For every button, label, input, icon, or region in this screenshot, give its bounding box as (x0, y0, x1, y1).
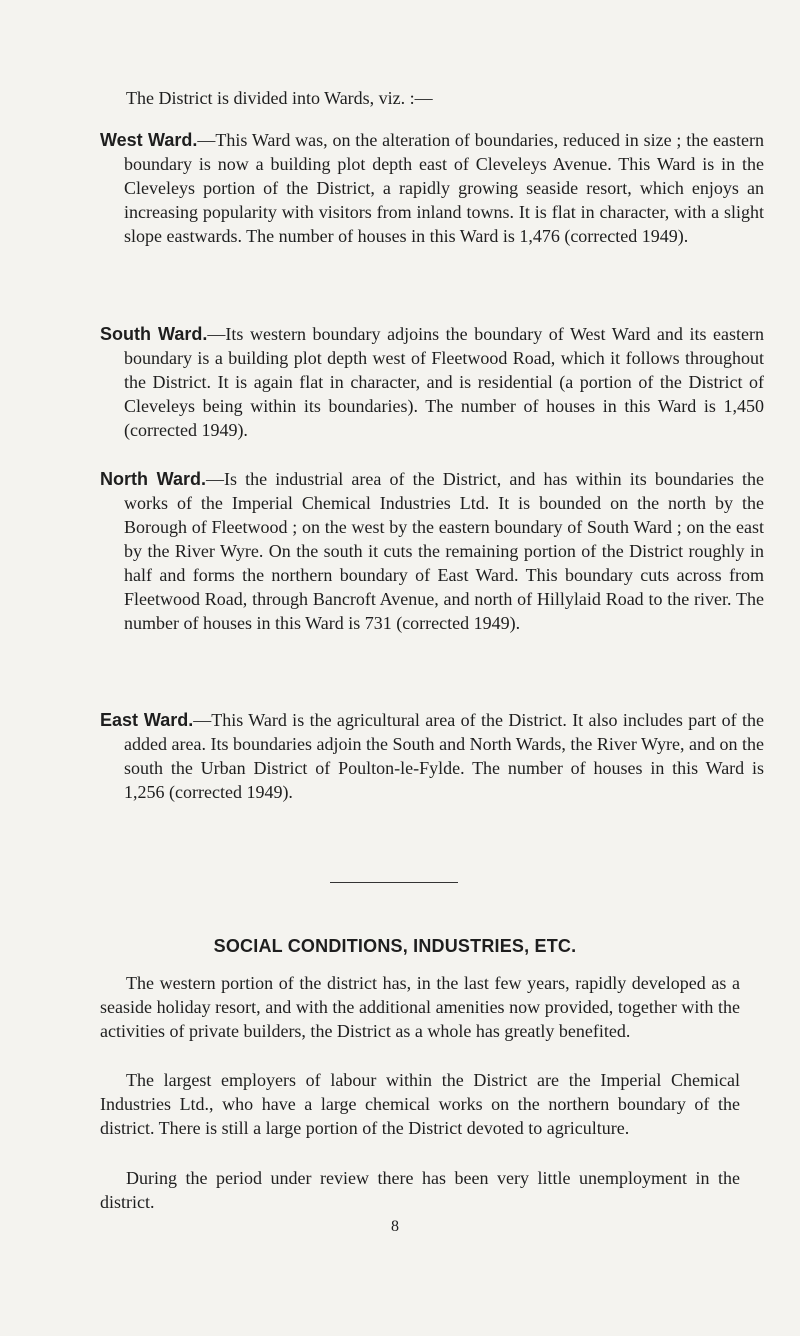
ward-north-paragraph (100, 467, 764, 635)
section-divider (330, 882, 458, 883)
ward-west-title: West Ward. (100, 130, 198, 150)
social-paragraph-3: During the period under review there has been very little unemployment in the district. (100, 1168, 740, 1212)
intro-line: The District is divided into Wards, viz. :— (126, 88, 433, 108)
social-paragraph-1: The western portion of the district has, in the last few years, rapidly developed as a seaside holiday resort, and with the additional amenities now provided, together with the activities of private builders, the District as a whole has greatly benefited. (100, 973, 740, 1041)
page-number: 8 (391, 1218, 399, 1235)
ward-south-paragraph (100, 322, 764, 442)
ward-south-text: —Its western boundary adjoins the boundary of West Ward and its eastern boundary is a building plot depth west of Fleetwood Road, which it follows throughout the District. It is again flat in character, and is residential (a portion of the District of Cleveleys being within its boundaries). The number of houses in this Ward is 1,450 (corrected 1949). (124, 324, 765, 440)
ward-east-paragraph (100, 708, 764, 804)
section-heading: SOCIAL CONDITIONS, INDUSTRIES, ETC. (213, 936, 577, 956)
ward-north-title: North Ward. (100, 469, 206, 489)
social-paragraph-2: The largest employers of labour within the District are the Imperial Chemical Industries Ltd., who have a large chemical works on the northern boundary of the district. There is still a large portion of the District devoted to agriculture. (100, 1070, 740, 1138)
ward-east-title: East Ward. (100, 710, 194, 730)
ward-west-text: —This Ward was, on the alteration of boundaries, reduced in size ; the eastern boundary is now a building plot depth east of Cleveleys Avenue. This Ward is in the Cleveleys portion of the District, a rapidly growing seaside resort, which enjoys an increasing popularity with visitors from inland towns. It is flat in character, with a slight slope eastwards. The number of houses in this Ward is 1,476 (corrected 1949). (124, 130, 764, 246)
ward-north-text: —Is the industrial area of the District, and has within its boundaries the works of the Imperial Chemical Industries Ltd. It is bounded on the north by the Borough of Fleetwood ; on the west by the eastern boundary of South Ward ; on the east by the River Wyre. On the south it cuts the remaining portion of the District roughly in half and forms the northern boundary of East Ward. This boundary cuts across from Fleetwood Road, through Bancroft Avenue, and north of Hillylaid Road to the river. The number of houses in this Ward is 731 (corrected 1949). (124, 469, 764, 633)
ward-east-text: —This Ward is the agricultural area of the District. It also includes part of the added area. Its boundaries adjoin the South and North Wards, the River Wyre, and on the south the Urban District of Poulton-le-Fylde. The number of houses in this Ward is 1,256 (corrected 1949). (124, 710, 765, 802)
ward-south-title: South Ward. (100, 324, 208, 344)
ward-west-paragraph (100, 128, 764, 248)
